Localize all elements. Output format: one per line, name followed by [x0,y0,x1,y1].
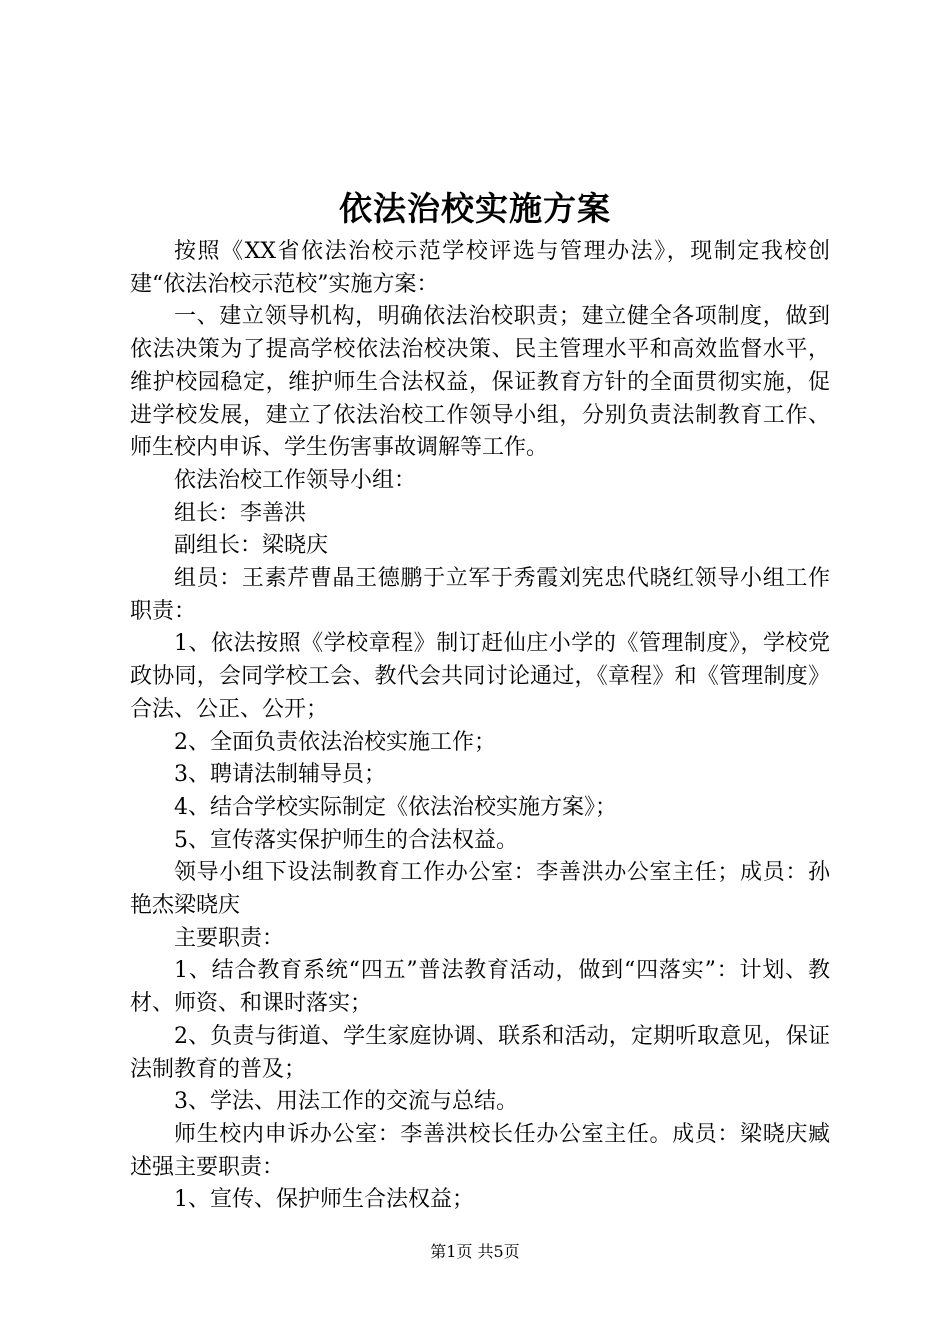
paragraph-duty-2: 2、全面负责依法治校实施工作； [174,729,496,755]
paragraph-duty-3: 3、聘请法制辅导员； [174,762,386,788]
paragraph-legal-office: 领导小组下设法制教育工作办公室：李善洪办公室主任；成员：孙艳杰梁晓庆 [130,860,830,919]
paragraph-deputy-leader: 副组长：梁晓庆 [174,533,329,559]
paragraph-appeal-office: 师生校内申诉办公室：李善洪校长任办公室主任。成员：梁晓庆臧述强主要职责： [130,1121,830,1180]
paragraph-appeal-duty-1: 1、宣传、保护师生合法权益； [174,1187,474,1213]
paragraph-legal-duty-2: 2、负责与街道、学生家庭协调、联系和活动，定期听取意见，保证法制教育的普及； [130,1023,830,1082]
paragraph-duty-1: 1、依法按照《学校章程》制订赶仙庄小学的《管理制度》，学校党政协同，会同学校工会、教代会共同讨论通过，《章程》和《管理制度》合法、公正、公开； [130,631,830,722]
paragraph-section-one: 一、建立领导机构，明确依法治校职责；建立健全各项制度，做到依法决策为了提高学校依法治校决策、民主管理水平和高效监督水平，维护校园稳定，维护师生合法权益，保证教育方针的全面贯彻实施，促进学校发展，建立了依法治校工作领导小组，分别负责法制教育工作、师生校内申诉、学生伤害事故调解等工作。 [130,304,830,461]
paragraph-legal-duty-1: 1、结合教育系统“四五”普法教育活动，做到“四落实”：计划、教材、师资、和课时落实； [130,958,830,1017]
page-footer: 第1页 共5页 [430,1242,520,1261]
paragraph-duty-5: 5、宣传落实保护师生的合法权益。 [174,827,518,853]
paragraph-main-duties: 主要职责： [174,925,285,951]
paragraph-members: 组员：王素芹曹晶王德鹏于立军于秀霞刘宪忠代晓红领导小组工作职责： [130,566,830,624]
document-body [130,236,830,1217]
paragraph-leading-group: 依法治校工作领导小组： [174,467,417,493]
paragraph-duty-4: 4、结合学校实际制定《依法治校实施方案》； [174,794,617,820]
paragraph-intro: 按照《XX省依法治校示范学校评选与管理办法》，现制定我校创建“依法治校示范校”实施方案： [130,239,830,297]
document-title: 依法治校实施方案 [339,189,611,228]
paragraph-group-leader: 组长：李善洪 [174,500,307,526]
paragraph-legal-duty-3: 3、学法、用法工作的交流与总结。 [174,1089,518,1115]
